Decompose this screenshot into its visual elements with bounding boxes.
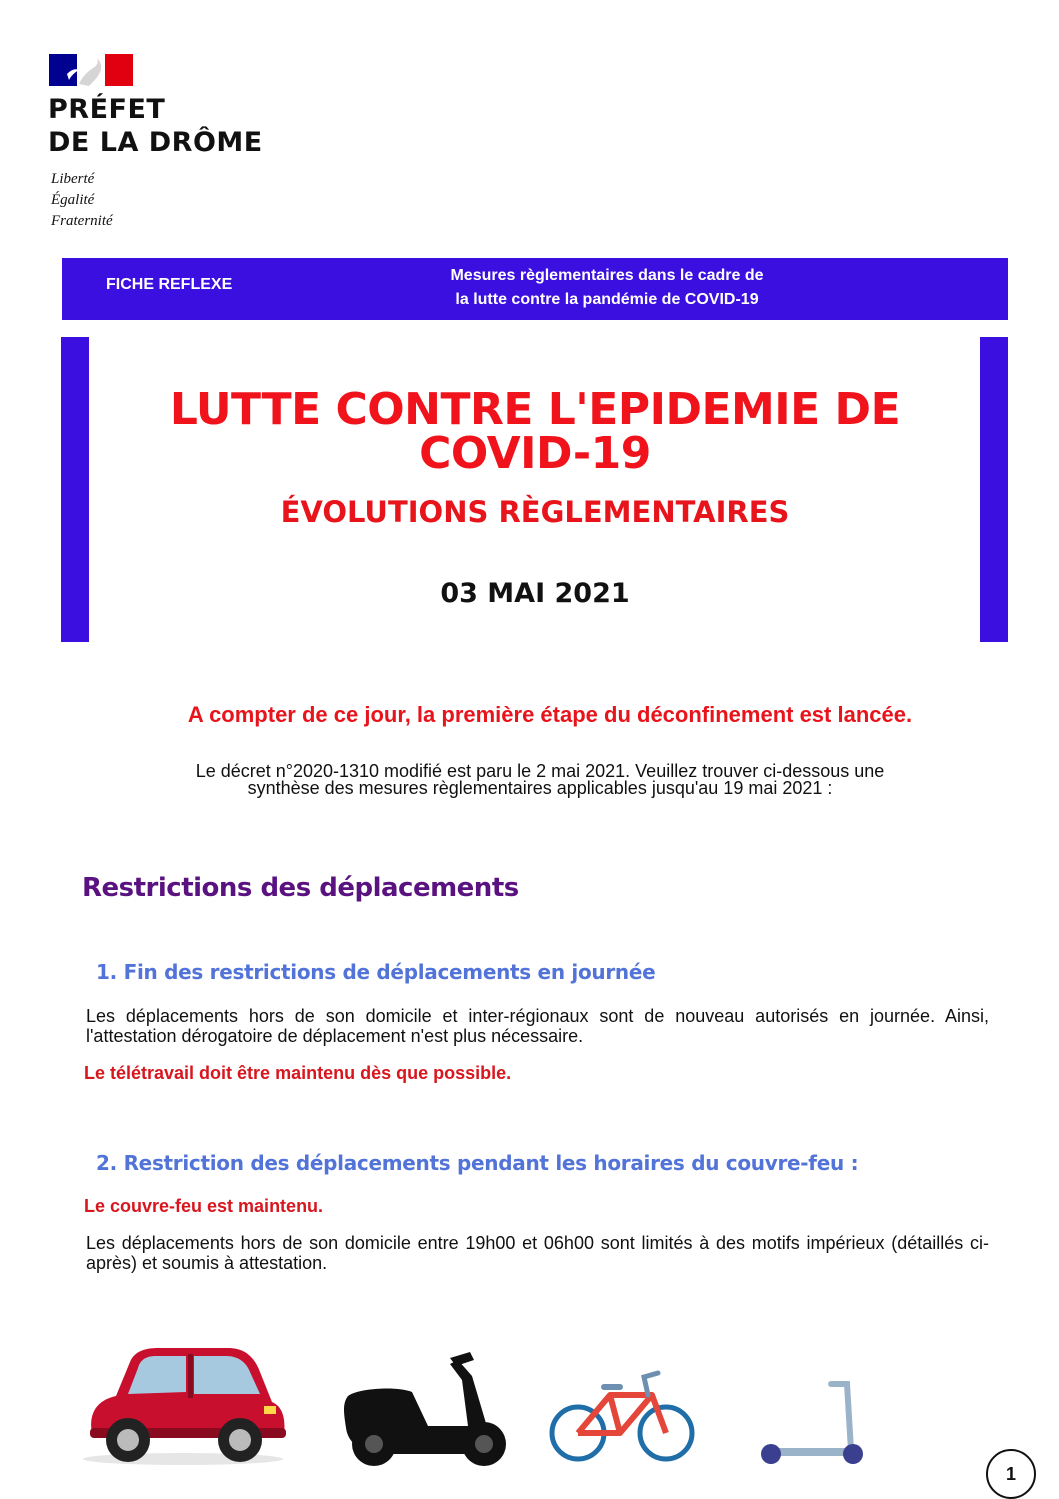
header-band [62, 258, 1008, 320]
car-icon [78, 1342, 288, 1467]
item2-note: Le couvre-feu est maintenu. [84, 1196, 324, 1216]
bicycle-icon [548, 1365, 696, 1465]
header-band-subject [362, 264, 852, 312]
header-subject-line1: Mesures règlementaires dans le cadre de [450, 267, 764, 284]
title-frame-left-bar [61, 337, 89, 642]
fiche-reflexe-label: FICHE REFLEXE [106, 276, 233, 293]
main-subtitle: ÉVOLUTIONS RÈGLEMENTAIRES [280, 495, 790, 529]
item1-text: Les déplacements hors de son domicile et inter-régionaux sont de nouveau autorisés en journée. Ainsi, l'attestation dérogatoire de déplacement n'est plus nécessaire. [86, 1006, 989, 1046]
scooter-moto-icon [338, 1350, 508, 1468]
decree-line2: synthèse des mesures règlementaires applicables jusqu'au 19 mai 2021 : [247, 778, 833, 798]
kick-scooter-icon [757, 1378, 869, 1468]
document-date: 03 MAI 2021 [440, 578, 630, 609]
item2-text: Les déplacements hors de son domicile entre 19h00 et 06h00 sont limités à des motifs impérieux (détaillés ci-après) et soumis à attestation. [86, 1233, 989, 1273]
main-title-line2: COVID-19 [419, 428, 651, 479]
decree-text [100, 763, 980, 797]
item2-title: 2. Restriction des déplacements pendant les horaires du couvre-feu : [96, 1151, 859, 1175]
prefet-line1: PRÉFET [48, 94, 166, 125]
main-title-line1: LUTTE CONTRE L'EPIDEMIE DE [169, 384, 901, 435]
motto-egalite: Égalité [51, 192, 95, 208]
item1-note: Le télétravail doit être maintenu dès que possible. [84, 1063, 512, 1083]
marianne-flag-icon [49, 54, 133, 86]
announcement: A compter de ce jour, la première étape du déconfinement est lancée. [187, 702, 913, 727]
motto-fraternite: Fraternité [51, 213, 113, 229]
main-title [120, 384, 950, 479]
decree-line1: Le décret n°2020-1310 modifié est paru le 2 mai 2021. Veuillez trouver ci-dessous une [195, 761, 885, 781]
prefet-line2: DE LA DRÔME [48, 127, 263, 158]
title-frame-right-bar [980, 337, 1008, 642]
page-number: 1 [986, 1449, 1036, 1499]
prefecture-logo [48, 52, 308, 242]
header-subject-line2: la lutte contre la pandémie de COVID-19 [455, 291, 759, 308]
item1-title: 1. Fin des restrictions de déplacements en journée [96, 960, 656, 984]
motto-liberte: Liberté [51, 171, 95, 187]
section-heading: Restrictions des déplacements [82, 873, 519, 903]
